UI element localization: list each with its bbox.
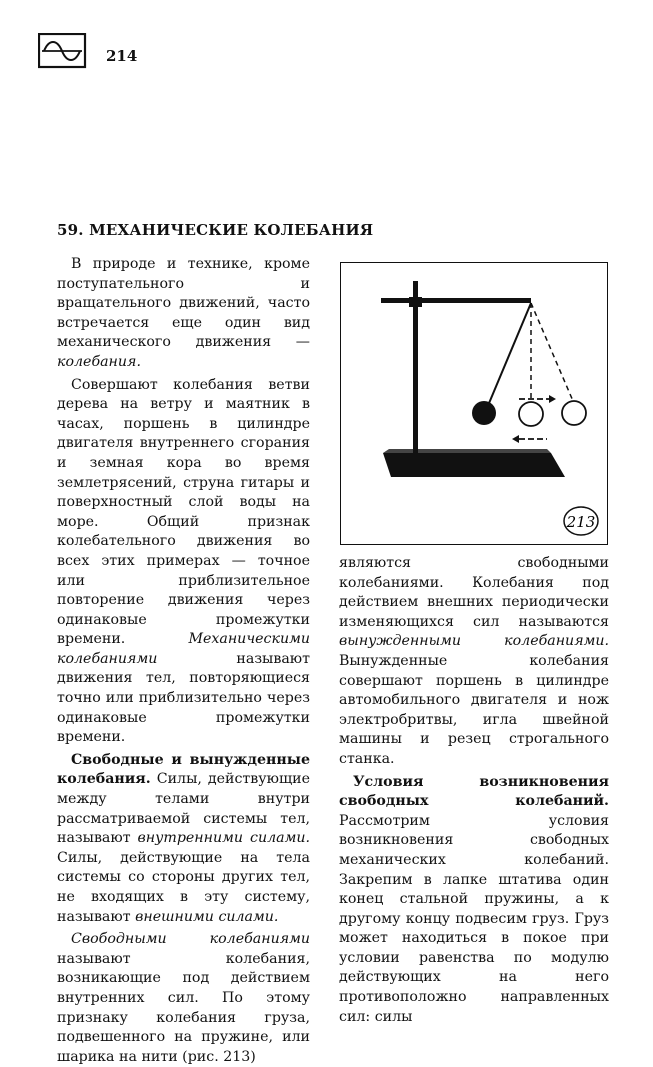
paragraph: В природе и технике, кроме поступательного и вращательного движений, часто встречается еще один вид механического движения — колебания. bbox=[57, 256, 310, 370]
paragraph: являются свободными колебаниями. Колебания под действием внешних периодически изменяющихся сил называются вынужденными колебаниями. Вынужденные колебания совершают поршень в цилиндре автомобильного двигателя и нож электробритвы, игла швейной машины и резец строгального станка. bbox=[339, 555, 609, 767]
paragraph: Свободными колебаниями называют колебания, возникающие под действием внутренних сил. По этому признаку колебания груза, подвешенного на пружине, или шарика на нити (рис. 213) bbox=[57, 931, 310, 1065]
paragraph: Условия возникновения свободных колебаний. Рассмотрим условия возникновения свободных механических колебаний. Закрепим в лапке штатива один конец стальной пружины, а к другому концу подвесим груз. Груз может находиться в покое при условии равенства по модулю действующих на него противоположно направленных сил: силы bbox=[339, 773, 609, 1025]
left-column bbox=[57, 255, 310, 1067]
figure-number: 213 bbox=[566, 513, 596, 531]
paragraph: Свободные и вынужденные колебания. Силы, действующие между телами внутри рассматриваемой системы тел, называют внутренними силами. Силы, действующие на тела системы со стороны других тел, не входящих в эту систему, называют внешними силами. bbox=[57, 751, 310, 925]
page-number: 214 bbox=[106, 47, 138, 65]
sine-wave-icon bbox=[38, 33, 88, 69]
right-column bbox=[339, 554, 609, 1027]
paragraph: Совершают колебания ветви дерева на ветру и маятник в часах, поршень в цилиндре двигателя внутреннего сгорания и земная кора во время землетрясений, струна гитары и поверхностный слой воды на море. Общий признак колебательного движения во всех этих примерах — точное или приблизительное повторение движения через одинаковые промежутки времени. Механическими колебаниями называют движения тел, повторяющиеся точно или приблизительно через одинаковые промежутки времени. bbox=[57, 376, 310, 746]
pendulum-illustration bbox=[341, 263, 607, 544]
section-heading: 59. МЕХАНИЧЕСКИЕ КОЛЕБАНИЯ bbox=[57, 221, 374, 239]
figure-213 bbox=[340, 262, 608, 545]
